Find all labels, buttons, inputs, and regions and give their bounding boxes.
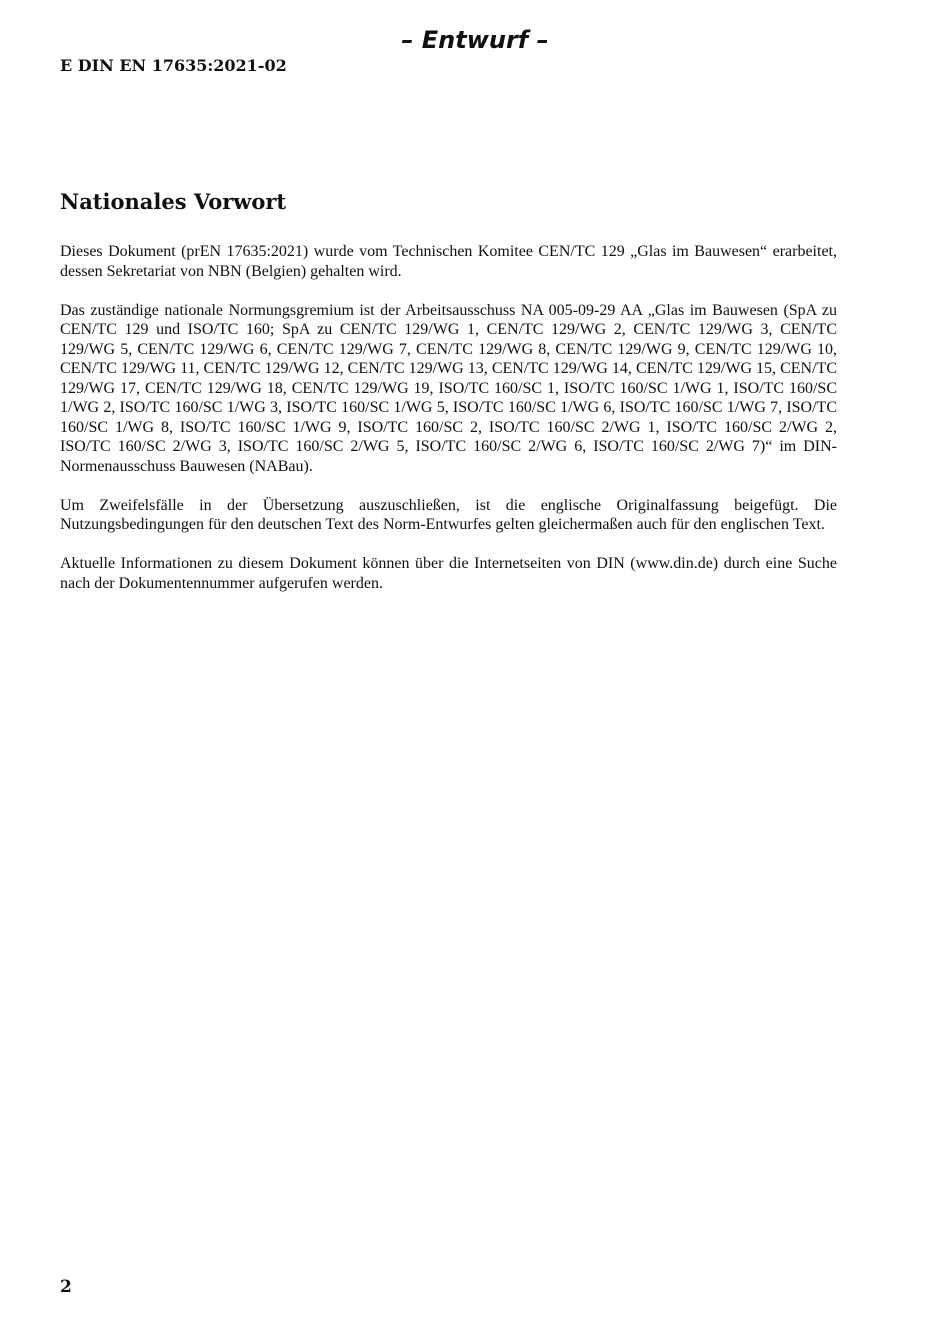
- foreword-body: [60, 242, 837, 613]
- document-id: E DIN EN 17635:2021-02: [60, 56, 287, 75]
- paragraph-translation: Um Zweifelsfälle in der Übersetzung auszuschließen, ist die englische Originalfassung beigefügt. Die Nutzungsbedingungen für den deutschen Text des Norm-Entwurfes gelten gleichermaßen auch für den englischen Text.: [60, 496, 837, 533]
- paragraph-information: Aktuelle Informationen zu diesem Dokument können über die Internetseiten von DIN (www.din.de) durch eine Suche nach der Dokumentennummer aufgerufen werden.: [60, 555, 837, 592]
- draft-watermark-label: – Entwurf –: [401, 26, 549, 54]
- paragraph-committee: Dieses Dokument (prEN 17635:2021) wurde vom Technischen Komitee CEN/TC 129 „Glas im Bauwesen“ erarbeitet, dessen Sekretariat von NBN (Belgien) gehalten wird.: [60, 243, 837, 280]
- paragraph-national-body: Das zuständige nationale Normungsgremium ist der Arbeitsausschuss NA 005-09-29 AA „Glas im Bauwesen (SpA zu CEN/TC 129 und ISO/TC 160; SpA zu CEN/TC 129/WG 1, CEN/TC 129/WG 2, CEN/TC 129/WG 3, CEN/TC 129/WG 5, CEN/TC 129/WG 6, CEN/TC 129/WG 7, CEN/TC 129/WG 8, CEN/TC 129/WG 9, CEN/TC 129/WG 10, CEN/TC 129/WG 11, CEN/TC 129/WG 12, CEN/TC 129/WG 13, CEN/TC 129/WG 14, CEN/TC 129/WG 15, CEN/TC 129/WG 17, CEN/TC 129/WG 18, CEN/TC 129/WG 19, ISO/TC 160/SC 1, ISO/TC 160/SC 1/WG 1, ISO/TC 160/SC 1/WG 2, ISO/TC 160/SC 1/WG 3, ISO/TC 160/SC 1/WG 5, ISO/TC 160/SC 1/WG 6, ISO/TC 160/SC 1/WG 7, ISO/TC 160/SC 1/WG 8, ISO/TC 160/SC 1/WG 9, ISO/TC 160/SC 2, ISO/TC 160/SC 2/WG 1, ISO/TC 160/SC 2/WG 2, ISO/TC 160/SC 2/WG 3, ISO/TC 160/SC 2/WG 5, ISO/TC 160/SC 2/WG 6, ISO/TC 160/SC 2/WG 7)“ im DIN-Normenausschuss Bauwesen (NABau).: [60, 301, 837, 475]
- page-number: 2: [60, 1277, 72, 1297]
- section-title: Nationales Vorwort: [60, 189, 287, 214]
